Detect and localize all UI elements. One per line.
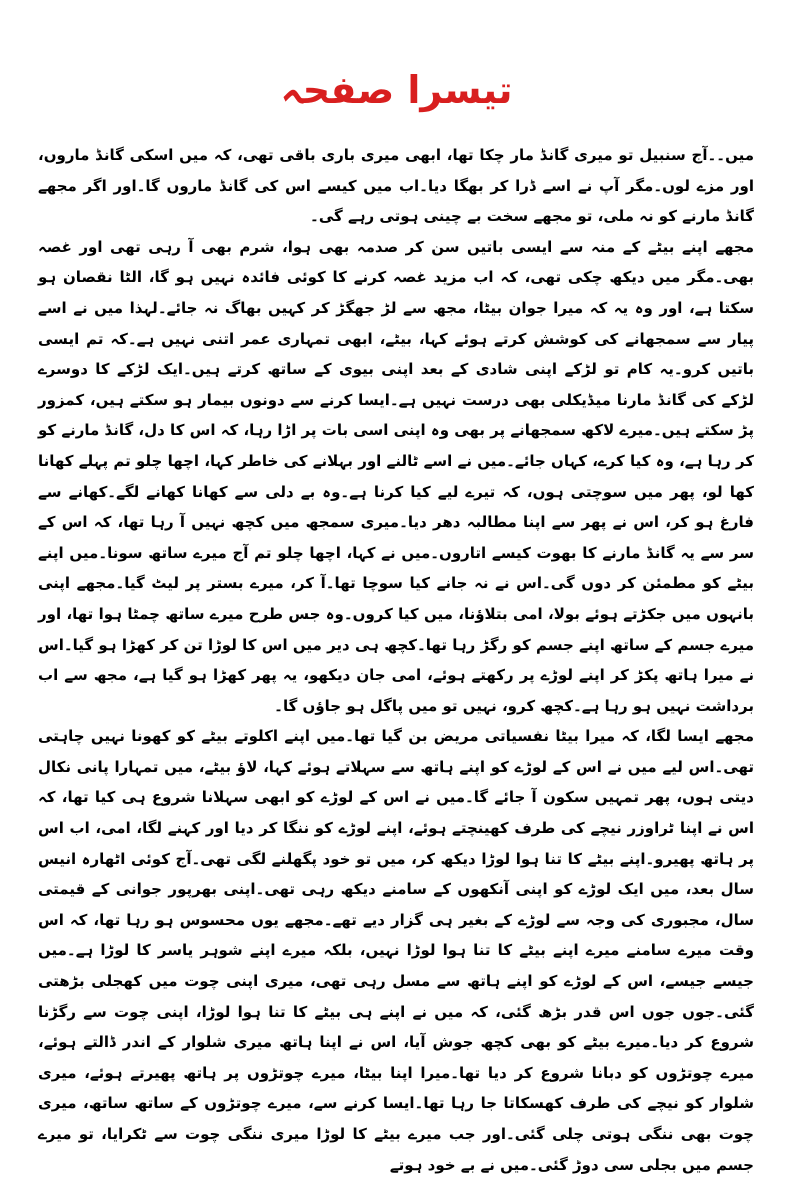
paragraph-3: مجھے ایسا لگا، کہ میرا بیٹا نفسیاتی مریض بن گیا تھا۔میں اپنے اکلوتے بیٹے کو کھونا نہیں چاہتی تھی۔اس لیے میں نے اس کے لوڑے کو اپنے ہاتھ سے سہلاتے ہوئے کہا، لاؤ بیٹے، میں تمہارا پانی نکال دیتی ہوں، پھر تمہیں سکون آ جائے گا۔میں نے اس کے لوڑے کو ابھی سہلانا شروع ہی کیا تھا، کہ اس نے اپنا ٹراوزر نیچے کی طرف کھینچتے ہوئے، اپنے لوڑے کو ننگا کر دیا اور کہنے لگا، امی، اب اس پر ہاتھ پھیرو۔اپنے بیٹے کا تنا ہوا لوڑا دیکھ کر، میں تو خود پگھلنے لگی تھی۔آج کوئی اٹھارہ انیس سال بعد، میں ایک لوڑے کو اپنی آنکھوں کے سامنے دیکھ رہی تھی۔اپنی بھرپور جوانی کے قیمتی سال، مجبوری کی وجہ سے لوڑے کے بغیر ہی گزار دیے تھے۔مجھے یوں محسوس ہو رہا تھا، کہ اس وقت میرے سامنے میرے اپنے بیٹے کا تنا ہوا لوڑا نہیں، بلکہ میرے اپنے شوہر یاسر کا لوڑا ہے۔میں جیسے جیسے، اس کے لوڑے کو اپنے ہاتھ سے مسل رہی تھی، میری اپنی چوت میں کھجلی بڑھتی گئی۔جوں جوں اس قدر بڑھ گئی، کہ میں نے اپنے ہی بیٹے کا تنا ہوا لوڑا، اپنی چوت سے رگڑنا شروع کر دیا۔میرے بیٹے کو بھی کچھ جوش آیا، اس نے اپنا ہاتھ میری شلوار کے اندر ڈالتے ہوئے، میرے چوتڑوں کو دبانا شروع کر دیا تھا۔میرا اپنا بیٹا، میرے چوتڑوں پر ہاتھ پھیرتے ہوئے، میری شلوار کو نیچے کی طرف کھسکاتا جا رہا تھا۔ایسا کرنے سے، میرے چوتڑوں کے ساتھ ساتھ، میری چوت بھی ننگی ہوتی چلی گئی۔اور جب میرے بیٹے کا لوڑا میری ننگی چوت سے ٹکرایا، تو میرے جسم میں بجلی سی دوڑ گئی۔میں نے بے خود ہوتے <box>38 727 754 1174</box>
document-body <box>38 140 754 1174</box>
page-title: تیسرا صفحہ <box>280 68 513 112</box>
paragraph-1: میں۔۔آج سنبیل تو میری گانڈ مار چکا تھا، ابھی میری باری باقی تھی، کہ میں اسکی گانڈ ماروں، اور مزے لوں۔مگر آپ نے اسے ڈرا کر بھگا دیا۔اب میں کیسے اس کی گانڈ ماروں گا۔اور اگر مجھے گانڈ مارنے کو نہ ملی، تو مجھے سخت بے چینی ہوتی رہے گی۔ <box>38 146 754 226</box>
paragraph-2: مجھے اپنے بیٹے کے منہ سے ایسی باتیں سن کر صدمہ بھی ہوا، شرم بھی آ رہی تھی اور غصہ بھی۔مگر میں دیکھ چکی تھی، کہ اب مزید غصہ کرنے کا کوئی فائدہ نہیں ہو گا، الٹا نقصان ہو سکتا ہے، اور وہ یہ کہ میرا جوان بیٹا، مجھ سے لڑ جھگڑ کر کہیں بھاگ نہ جائے۔لہذا میں نے اسے پیار سے سمجھانے کی کوشش کرتے ہوئے کہا، بیٹے، ابھی تمہاری عمر اتنی نہیں ہے۔کہ تم ایسی باتیں کرو۔یہ کام تو لڑکے اپنی شادی کے بعد اپنی بیوی کے ساتھ کرتے ہیں۔ایک لڑکے کا دوسرے لڑکے کی گانڈ مارنا میڈیکلی بھی درست نہیں ہے۔ایسا کرنے سے دونوں بیمار ہو سکتے ہیں، کمزور پڑ سکتے ہیں۔میرے لاکھ سمجھانے پر بھی وہ اپنی اسی بات پر اڑا رہا، کہ اس کا دل، گانڈ مارنے کو کر رہا ہے، وہ کیا کرے، کہاں جائے۔میں نے اسے ٹالنے اور بہلانے کی خاطر کہا، اچھا چلو تم پہلے کھانا کھا لو، پھر میں سوچتی ہوں، کہ تیرے لیے کیا کرنا ہے۔وہ بے دلی سے کھانا کھانے لگے۔کھانے سے فارغ ہو کر، اس نے پھر سے اپنا مطالبہ دھر دیا۔میری سمجھ میں کچھ نہیں آ رہا تھا، کہ اس کے سر سے یہ گانڈ مارنے کا بھوت کیسے اتاروں۔میں نے کہا، اچھا چلو تم آج میرے ساتھ سونا۔میں اپنے بیٹے کو مطمئن کر دوں گی۔اس نے نہ جانے کیا سوچا تھا۔آ کر، میرے بستر پر لیٹ گیا۔مجھے اپنی بانہوں میں جکڑتے ہوئے بولا، امی بتلاؤنا، میں کیا کروں۔وہ جس طرح میرے ساتھ چمٹا ہوا تھا، اور میرے جسم کے ساتھ اپنے جسم کو رگڑ رہا تھا۔کچھ ہی دیر میں اس کا لوڑا تن کر کھڑا ہو گیا۔اس نے میرا ہاتھ پکڑ کر اپنے لوڑے پر رکھتے ہوئے، امی جان دیکھو، یہ پھر کھڑا ہو گیا ہے، مجھ سے اب برداشت نہیں ہو رہا ہے۔کچھ کرو، نہیں تو میں پاگل ہو جاؤں گا۔ <box>38 237 754 715</box>
